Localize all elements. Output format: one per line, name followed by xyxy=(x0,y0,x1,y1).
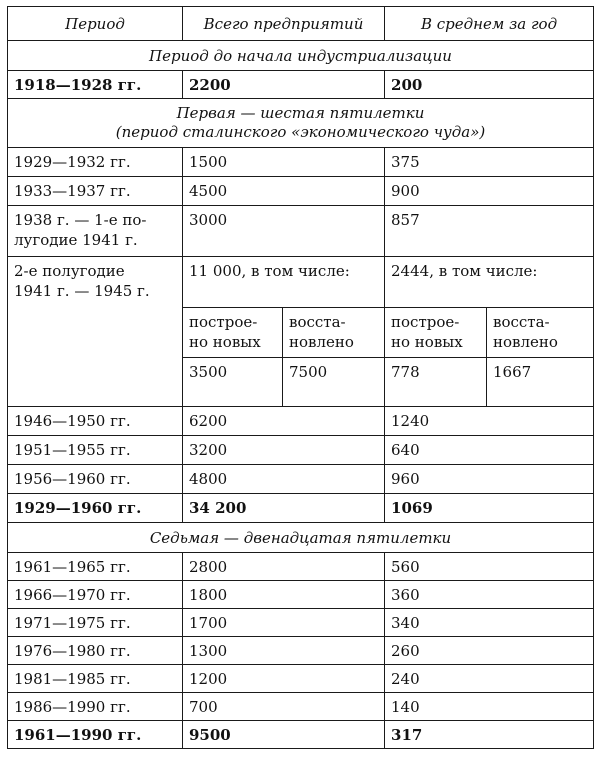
table-row xyxy=(8,177,594,206)
table-row xyxy=(8,553,594,581)
section-subtitle-line: (период сталинского «экономического чуда») xyxy=(115,123,486,141)
average-cell: 857 xyxy=(385,206,594,257)
header-total: Всего предприятий xyxy=(183,7,385,41)
period-cell: 2-е полугодие 1941 г. — 1945 г. xyxy=(8,257,183,407)
period-cell: 1986—1990 гг. xyxy=(8,693,183,721)
header-average: В среднем за год xyxy=(385,7,594,41)
period-cell: 1929—1960 гг. xyxy=(8,494,183,523)
total-cell: 2200 xyxy=(183,71,385,99)
total-cell: 3200 xyxy=(183,436,385,465)
total-cell: 4800 xyxy=(183,465,385,494)
average-cell: 1240 xyxy=(385,407,594,436)
period-cell: 1918—1928 гг. xyxy=(8,71,183,99)
average-cell: 900 xyxy=(385,177,594,206)
total-cell: 34 200 xyxy=(183,494,385,523)
section-title: Период до начала индустриализации xyxy=(8,41,594,71)
average-cell: 2444, в том числе: xyxy=(385,257,594,308)
section-row xyxy=(8,99,594,148)
total-cell: 1800 xyxy=(183,581,385,609)
table-wrapper xyxy=(7,6,593,749)
enterprises-table xyxy=(7,6,594,749)
table-row xyxy=(8,148,594,177)
subheader-restored: восста- новлено xyxy=(487,308,594,358)
total-cell: 1200 xyxy=(183,665,385,693)
average-cell: 317 xyxy=(385,721,594,749)
total-cell: 3000 xyxy=(183,206,385,257)
period-cell: 1956—1960 гг. xyxy=(8,465,183,494)
total-row xyxy=(8,494,594,523)
table-row xyxy=(8,407,594,436)
period-cell: 1933—1937 гг. xyxy=(8,177,183,206)
total-cell: 1500 xyxy=(183,148,385,177)
period-cell: 1961—1965 гг. xyxy=(8,553,183,581)
average-cell: 240 xyxy=(385,665,594,693)
table-row xyxy=(8,206,594,257)
period-cell: 1946—1950 гг. xyxy=(8,407,183,436)
period-cell: 1961—1990 гг. xyxy=(8,721,183,749)
table-row xyxy=(8,665,594,693)
table-row xyxy=(8,71,594,99)
total-restored-cell: 7500 xyxy=(283,358,385,407)
period-cell: 1966—1970 гг. xyxy=(8,581,183,609)
total-cell: 1300 xyxy=(183,637,385,665)
average-cell: 340 xyxy=(385,609,594,637)
period-cell: 1951—1955 гг. xyxy=(8,436,183,465)
header-period: Период xyxy=(8,7,183,41)
subheader-restored: восста- новлено xyxy=(283,308,385,358)
subheader-new: построе- но новых xyxy=(183,308,283,358)
total-cell: 700 xyxy=(183,693,385,721)
average-cell: 140 xyxy=(385,693,594,721)
period-cell: 1938 г. — 1-е по- лугодие 1941 г. xyxy=(8,206,183,257)
section-title-line: Первая — шестая пятилетки xyxy=(176,104,425,122)
period-cell: 1971—1975 гг. xyxy=(8,609,183,637)
total-cell: 1700 xyxy=(183,609,385,637)
total-cell: 2800 xyxy=(183,553,385,581)
table-row xyxy=(8,436,594,465)
period-cell: 1981—1985 гг. xyxy=(8,665,183,693)
total-cell: 6200 xyxy=(183,407,385,436)
average-cell: 1069 xyxy=(385,494,594,523)
average-cell: 640 xyxy=(385,436,594,465)
average-cell: 375 xyxy=(385,148,594,177)
total-new-cell: 3500 xyxy=(183,358,283,407)
average-cell: 200 xyxy=(385,71,594,99)
section-title: Седьмая — двенадцатая пятилетки xyxy=(8,523,594,553)
average-restored-cell: 1667 xyxy=(487,358,594,407)
table-row xyxy=(8,637,594,665)
table-row xyxy=(8,465,594,494)
subheader-new: построе- но новых xyxy=(385,308,487,358)
total-cell: 11 000, в том числе: xyxy=(183,257,385,308)
total-row xyxy=(8,721,594,749)
table-row xyxy=(8,693,594,721)
header-row xyxy=(8,7,594,41)
total-cell: 9500 xyxy=(183,721,385,749)
section-title xyxy=(8,99,594,148)
table-row xyxy=(8,581,594,609)
section-row xyxy=(8,523,594,553)
average-new-cell: 778 xyxy=(385,358,487,407)
section-row xyxy=(8,41,594,71)
average-cell: 260 xyxy=(385,637,594,665)
table-row xyxy=(8,609,594,637)
period-cell: 1929—1932 гг. xyxy=(8,148,183,177)
average-cell: 360 xyxy=(385,581,594,609)
average-cell: 960 xyxy=(385,465,594,494)
period-cell: 1976—1980 гг. xyxy=(8,637,183,665)
average-cell: 560 xyxy=(385,553,594,581)
table-row xyxy=(8,257,594,308)
total-cell: 4500 xyxy=(183,177,385,206)
